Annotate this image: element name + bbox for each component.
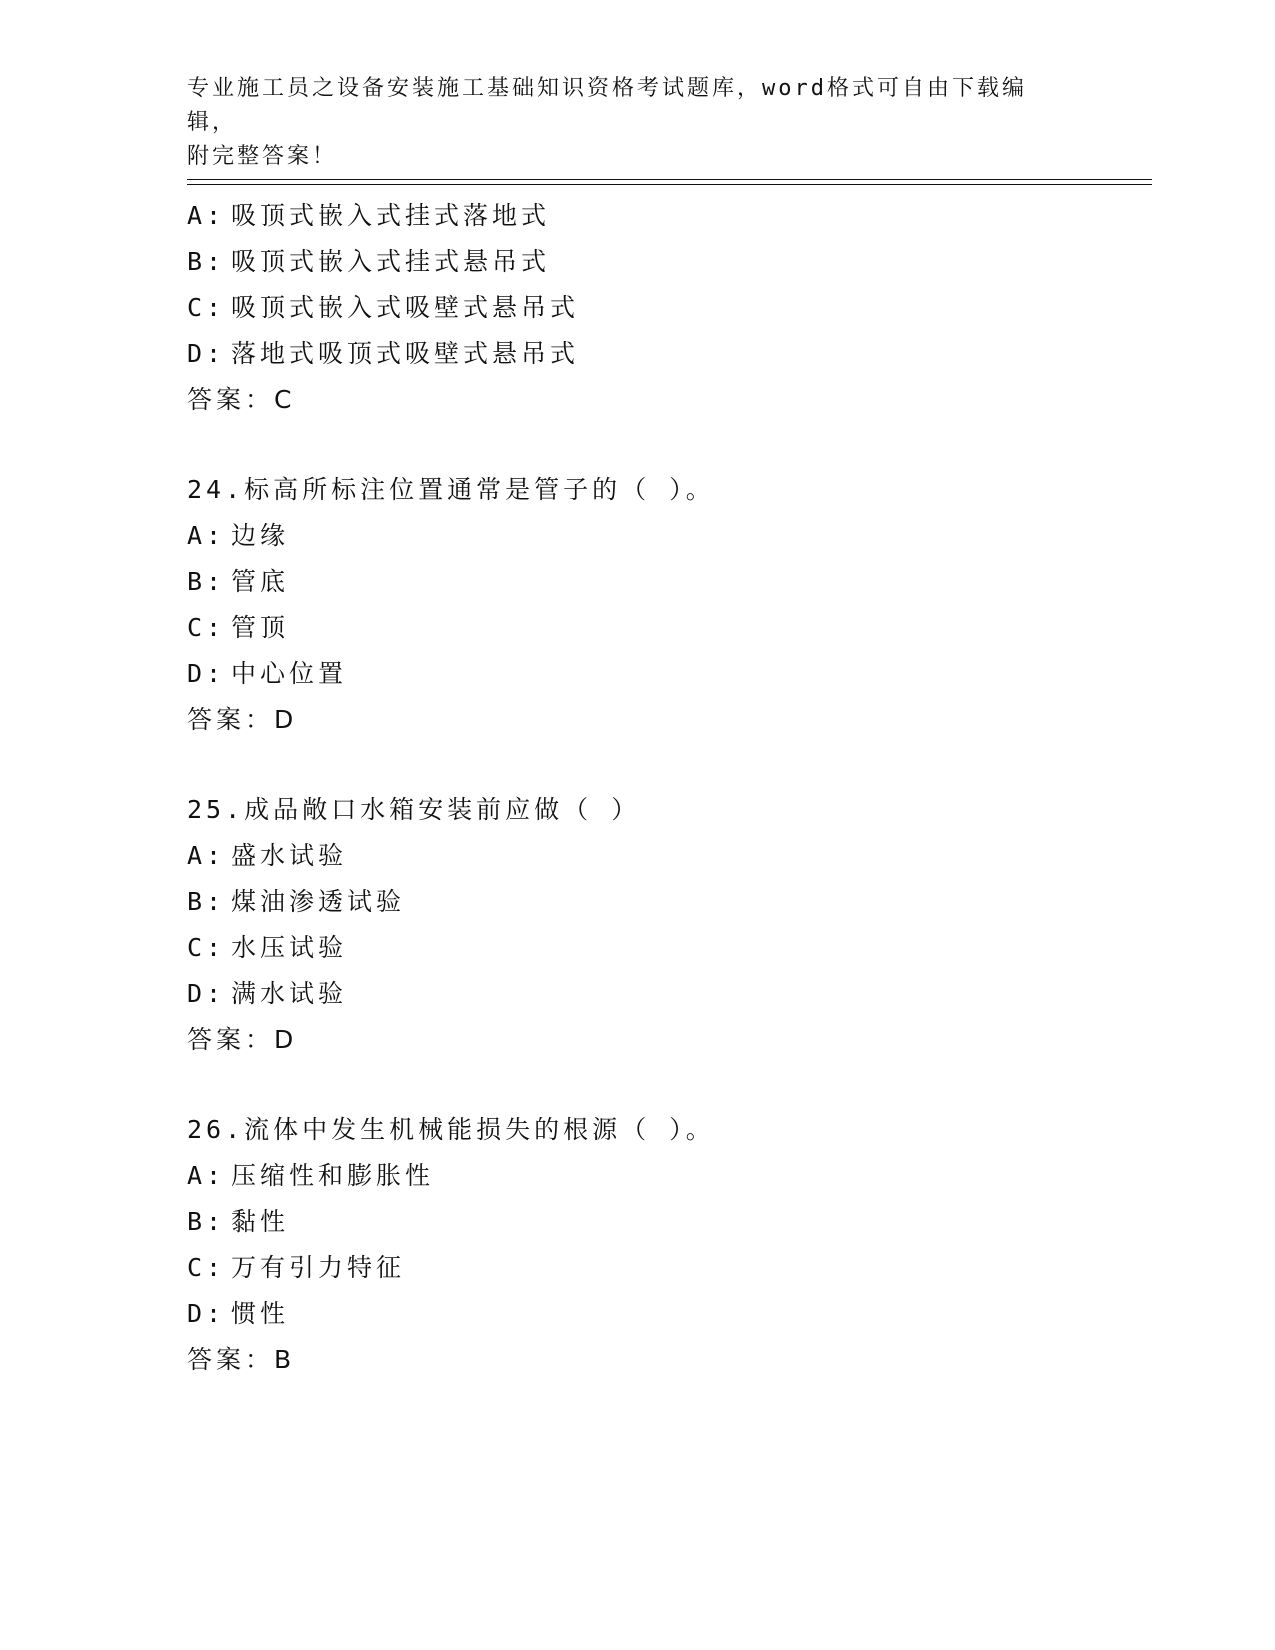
option-prefix: C: [187,1253,226,1282]
answer-line: 答案：D [187,705,298,734]
option-prefix: D: [187,339,226,368]
option-b [187,1199,1147,1245]
question-text: 25.成品敞口水箱安装前应做（ ） [187,795,641,824]
option-d [187,331,1147,377]
answer-line: 答案：C [187,385,296,414]
option-a [187,513,1147,559]
option-c [187,605,1147,651]
option-d [187,1291,1147,1337]
option-text: 吸顶式嵌入式挂式落地式 [231,201,551,230]
question-block-23 [187,193,1147,423]
option-c [187,1245,1147,1291]
question-text: 24.标高所标注位置通常是管子的（ ）。 [187,475,715,504]
option-d [187,651,1147,697]
option-text: 煤油渗透试验 [231,887,406,916]
option-text: 吸顶式嵌入式吸壁式悬吊式 [231,293,580,322]
option-prefix: D: [187,979,226,1008]
option-prefix: B: [187,247,226,276]
option-prefix: A: [187,521,226,550]
block-spacer [187,423,1147,467]
question-list [187,193,1147,1383]
option-prefix: A: [187,841,226,870]
option-a [187,833,1147,879]
option-a [187,1153,1147,1199]
document-header [187,72,1067,174]
answer-line: 答案：D [187,1025,298,1054]
option-c [187,285,1147,331]
option-text: 水压试验 [231,933,348,962]
option-a [187,193,1147,239]
option-prefix: D: [187,659,226,688]
option-text: 盛水试验 [231,841,348,870]
question-block-26 [187,1107,1147,1383]
question-text: 26.流体中发生机械能损失的根源（ ）。 [187,1115,715,1144]
option-prefix: C: [187,293,226,322]
option-text: 边缘 [231,521,290,550]
question-block-24 [187,467,1147,743]
option-prefix: B: [187,1207,226,1236]
question-block-25 [187,787,1147,1063]
option-c [187,925,1147,971]
header-line-1: 专业施工员之设备安装施工基础知识资格考试题库，word格式可自由下载编辑， [187,76,1027,135]
option-prefix: C: [187,613,226,642]
header-divider-top [187,179,1152,180]
option-b [187,559,1147,605]
option-text: 惯性 [231,1299,290,1328]
option-text: 管顶 [231,613,290,642]
block-spacer [187,743,1147,787]
option-text: 中心位置 [231,659,348,688]
option-b [187,239,1147,285]
option-text: 万有引力特征 [231,1253,406,1282]
option-prefix: D: [187,1299,226,1328]
option-prefix: C: [187,933,226,962]
option-prefix: A: [187,1161,226,1190]
block-spacer [187,1063,1147,1107]
option-text: 压缩性和膨胀性 [231,1161,435,1190]
header-divider-bottom [187,184,1152,185]
option-prefix: B: [187,887,226,916]
option-prefix: A: [187,201,226,230]
option-text: 吸顶式嵌入式挂式悬吊式 [231,247,551,276]
option-text: 满水试验 [231,979,348,1008]
option-d [187,971,1147,1017]
answer-line: 答案：B [187,1345,296,1374]
option-prefix: B: [187,567,226,596]
option-text: 管底 [231,567,290,596]
option-text: 落地式吸顶式吸壁式悬吊式 [231,339,580,368]
option-text: 黏性 [231,1207,290,1236]
header-line-2: 附完整答案！ [187,144,338,169]
option-b [187,879,1147,925]
